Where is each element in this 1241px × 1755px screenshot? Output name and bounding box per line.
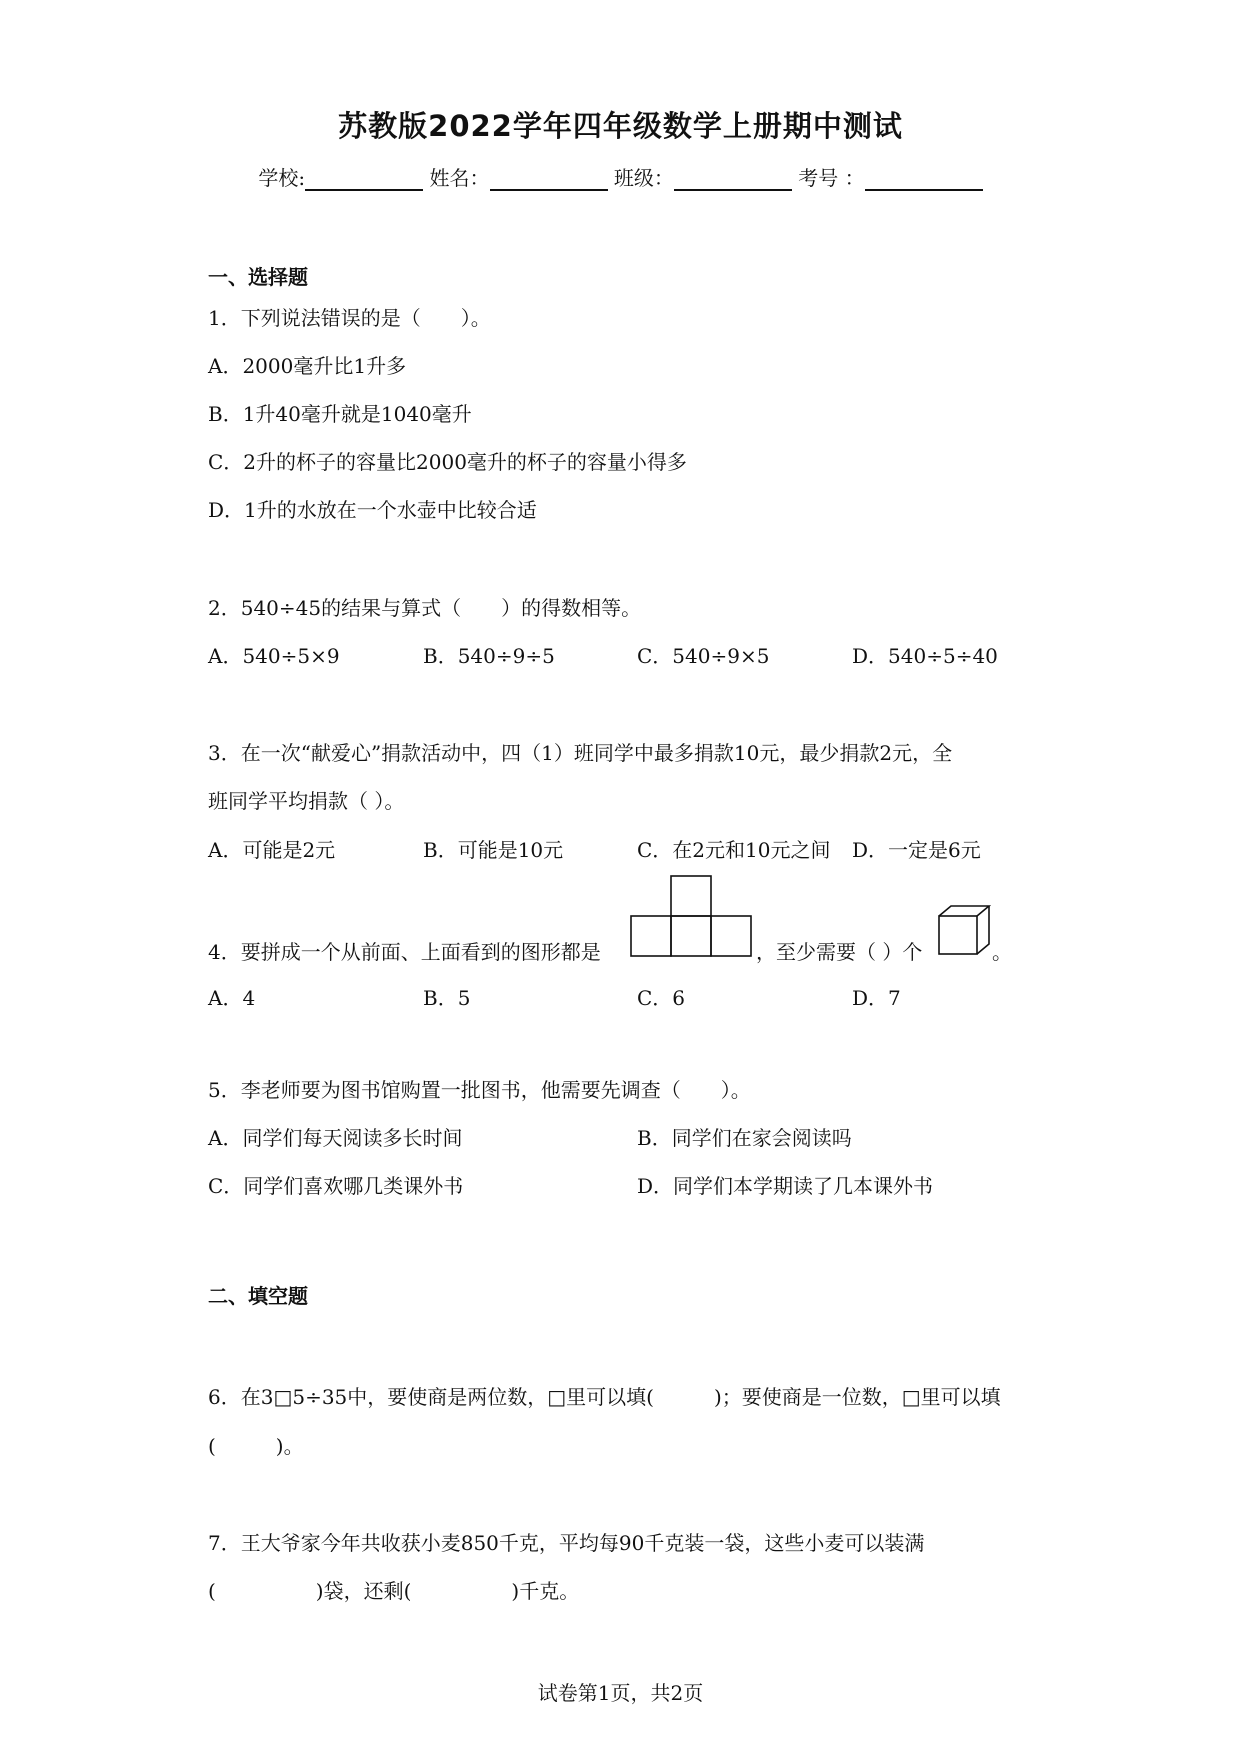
q1-option-c[interactable]: C．2升的杯子的容量比2000毫升的杯子的容量小得多 [208,450,687,474]
q2-option-a[interactable]: A．540÷5×9 [208,644,340,668]
school-blank[interactable] [305,167,423,191]
section-heading-fill: 二、填空题 [208,1284,308,1308]
q7-line2: ( )袋，还剩( )千克。 [208,1579,580,1603]
school-label: 学校: [258,166,306,190]
q2-option-b[interactable]: B．540÷9÷5 [423,644,555,668]
q2-stem: 2．540÷45的结果与算式（ ）的得数相等。 [208,596,642,620]
page-title: 苏教版2022学年四年级数学上册期中测试 [338,109,903,143]
q3-stem-line2: 班同学平均捐款（ ）。 [208,789,405,813]
q6-line2: ( )。 [208,1434,304,1458]
q7-line1: 7．王大爷家今年共收获小麦850千克，平均每90千克装一袋，这些小麦可以装满 [208,1531,925,1555]
q5-option-c[interactable]: C．同学们喜欢哪几类课外书 [208,1174,464,1198]
q4-option-b[interactable]: B．5 [423,986,471,1010]
q4-option-d[interactable]: D．7 [852,986,901,1010]
name-blank[interactable] [490,167,608,191]
q5-option-d[interactable]: D．同学们本学期读了几本课外书 [637,1174,934,1198]
class-blank[interactable] [674,167,792,191]
class-label: 班级： [613,166,674,190]
student-info-row [0,162,1241,191]
q3-stem-line1: 3．在一次“献爱心”捐款活动中，四（1）班同学中最多捐款10元，最少捐款2元，全 [208,741,953,765]
q1-stem: 1．下列说法错误的是（ ）。 [208,306,491,330]
q6-line1: 6．在3□5÷35中，要使商是两位数，□里可以填( )；要使商是一位数，□里可以填 [208,1385,1001,1409]
name-label: 姓名： [429,166,490,190]
cube-icon [937,904,991,956]
q4-option-c[interactable]: C．6 [637,986,686,1010]
q4-stem-part1: 4．要拼成一个从前面、上面看到的图形都是 [208,940,601,964]
number-blank[interactable] [865,167,983,191]
q2-option-c[interactable]: C．540÷9×5 [637,644,770,668]
q5-option-b[interactable]: B．同学们在家会阅读吗 [637,1126,852,1150]
q5-stem: 5．李老师要为图书馆购置一批图书，他需要先调查（ ）。 [208,1078,751,1102]
three-view-figure-icon [630,874,754,958]
q5-option-a[interactable]: A．同学们每天阅读多长时间 [208,1126,463,1150]
q3-option-b[interactable]: B．可能是10元 [423,838,564,862]
q3-option-d[interactable]: D．一定是6元 [852,838,981,862]
number-label: 考号 ： [798,166,865,190]
q4-stem-part3: 。 [992,940,1012,964]
q3-option-a[interactable]: A．可能是2元 [208,838,336,862]
q1-option-a[interactable]: A．2000毫升比1升多 [208,354,407,378]
page-footer: 试卷第1页，共2页 [537,1681,704,1705]
q1-option-b[interactable]: B．1升40毫升就是1040毫升 [208,402,472,426]
q4-stem-part2: ，至少需要（ ）个 [756,940,923,964]
q3-option-c[interactable]: C．在2元和10元之间 [637,838,831,862]
q2-option-d[interactable]: D．540÷5÷40 [852,644,998,668]
q4-option-a[interactable]: A．4 [208,986,256,1010]
q1-option-d[interactable]: D．1升的水放在一个水壶中比较合适 [208,498,537,522]
section-heading-choice: 一、选择题 [208,265,308,289]
